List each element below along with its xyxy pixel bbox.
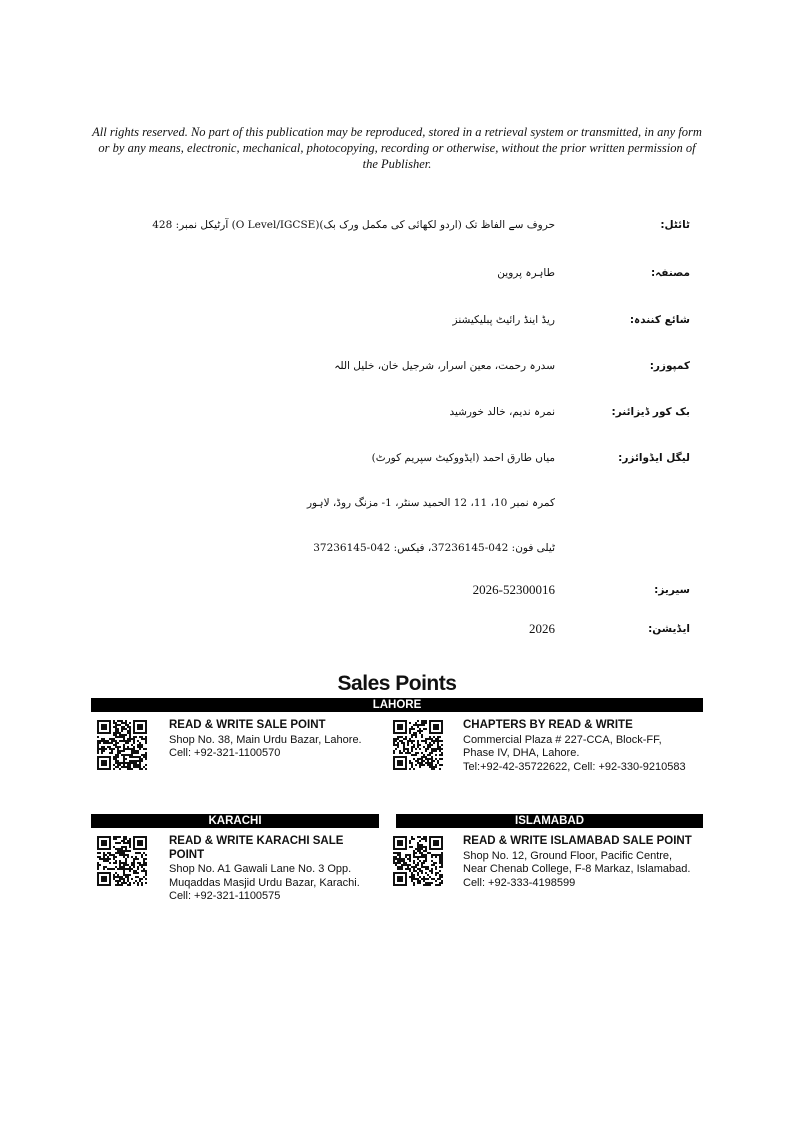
imprint-value: سدرہ رحمت، معین اسرار، شرجیل خان، خلیل اللہ [334, 360, 555, 372]
sales-points-title: Sales Points [337, 672, 457, 695]
section-bar-karachi: KARACHI [91, 814, 379, 828]
imprint-value: ٹیلی فون: 042-37236145، فیکس: 042-37236145 [313, 542, 555, 554]
store-address-line: Near Chenab College, F-8 Markaz, Islamabad. [463, 863, 691, 875]
imprint-value: کمرہ نمبر 10، 11، 12 الحمید سنٹر، 1- مزنگ روڈ، لاہور [306, 497, 555, 509]
store-contact: Tel:+92-42-35722622, Cell: +92-330-9210583 [463, 760, 686, 773]
imprint-row-edition [160, 618, 690, 640]
store-islamabad-sale-point [463, 835, 695, 890]
imprint-label: ٹائٹل: [660, 219, 690, 231]
imprint-value: 2026-52300016 [472, 582, 555, 597]
store-chapters-by-read-write [463, 719, 703, 774]
imprint-row-title [152, 214, 690, 236]
imprint-row-publisher [160, 309, 690, 331]
imprint-row-series [160, 579, 690, 601]
imprint-value: حروف سے الفاظ تک (اردو لکھائی کی مکمل ورک بک)(O Level/IGCSE) آرٹیکل نمبر: 428 [152, 219, 555, 231]
store-name: READ & WRITE SALE POINT [169, 719, 326, 731]
store-name: CHAPTERS BY READ & WRITE [463, 719, 633, 731]
store-name: READ & WRITE KARACHI SALE POINT [169, 835, 344, 861]
store-address-line: Commercial Plaza # 227-CCA, Block-FF, [463, 733, 662, 746]
store-address-line: Phase IV, DHA, Lahore. [463, 747, 580, 759]
store-address-line: Shop No. A1 Gawali Lane No. 3 Opp. [169, 863, 352, 875]
store-name: READ & WRITE ISLAMABAD SALE POINT [463, 835, 692, 847]
imprint-value: 2026 [529, 621, 555, 636]
imprint-label: لیگل ایڈوائزر: [618, 452, 690, 464]
imprint-row-composer [160, 355, 690, 377]
imprint-value: ریڈ اینڈ رائیٹ پبلیکیشنز [452, 314, 555, 326]
qr-code-icon [393, 836, 443, 886]
store-address-line: Shop No. 38, Main Urdu Bazar, Lahore. [169, 733, 362, 746]
imprint-row-phone [160, 537, 690, 559]
store-contact: Cell: +92-321-1100575 [169, 890, 281, 902]
imprint-label: ایڈیشن: [648, 623, 690, 635]
imprint-row-author [160, 262, 690, 284]
imprint-label: مصنفہ: [650, 267, 690, 279]
section-bar-islamabad: ISLAMABAD [396, 814, 703, 828]
store-address-line: Shop No. 12, Ground Floor, Pacific Centre, [463, 849, 673, 862]
imprint-label: کمپوزر: [649, 360, 690, 372]
qr-code-icon [97, 720, 147, 770]
store-contact: Cell: +92-333-4198599 [463, 876, 576, 889]
imprint-label: سیریز: [654, 584, 690, 596]
imprint-row-address [160, 492, 690, 514]
store-address-line: Muqaddas Masjid Urdu Bazar, Karachi. [169, 876, 360, 889]
section-bar-lahore: LAHORE [91, 698, 703, 712]
qr-code-icon [393, 720, 443, 770]
imprint-label: شائع کنندہ: [629, 314, 690, 326]
copyright-notice: All rights reserved. No part of this publication may be reproduced, stored in a retrieval system or transmitted, in any form or by any means, electronic, mechanical, photocopying, recording or otherwise, without the prior written permission of the Publisher. [92, 125, 702, 171]
imprint-row-legal-advisor [160, 447, 690, 469]
store-contact: Cell: +92-321-1100570 [169, 747, 281, 759]
store-karachi-sale-point [169, 835, 379, 904]
imprint-row-cover-designer [160, 401, 690, 423]
imprint-value: نمرہ ندیم، خالد خورشید [449, 406, 555, 418]
qr-code-icon [97, 836, 147, 886]
imprint-value: میاں طارق احمد (ایڈووکیٹ سپریم کورٹ) [371, 452, 555, 464]
store-read-write-sale-point [169, 719, 384, 761]
imprint-label: بک کور ڈیزائنر: [611, 406, 690, 418]
imprint-value: طاہرہ پروین [497, 267, 555, 279]
